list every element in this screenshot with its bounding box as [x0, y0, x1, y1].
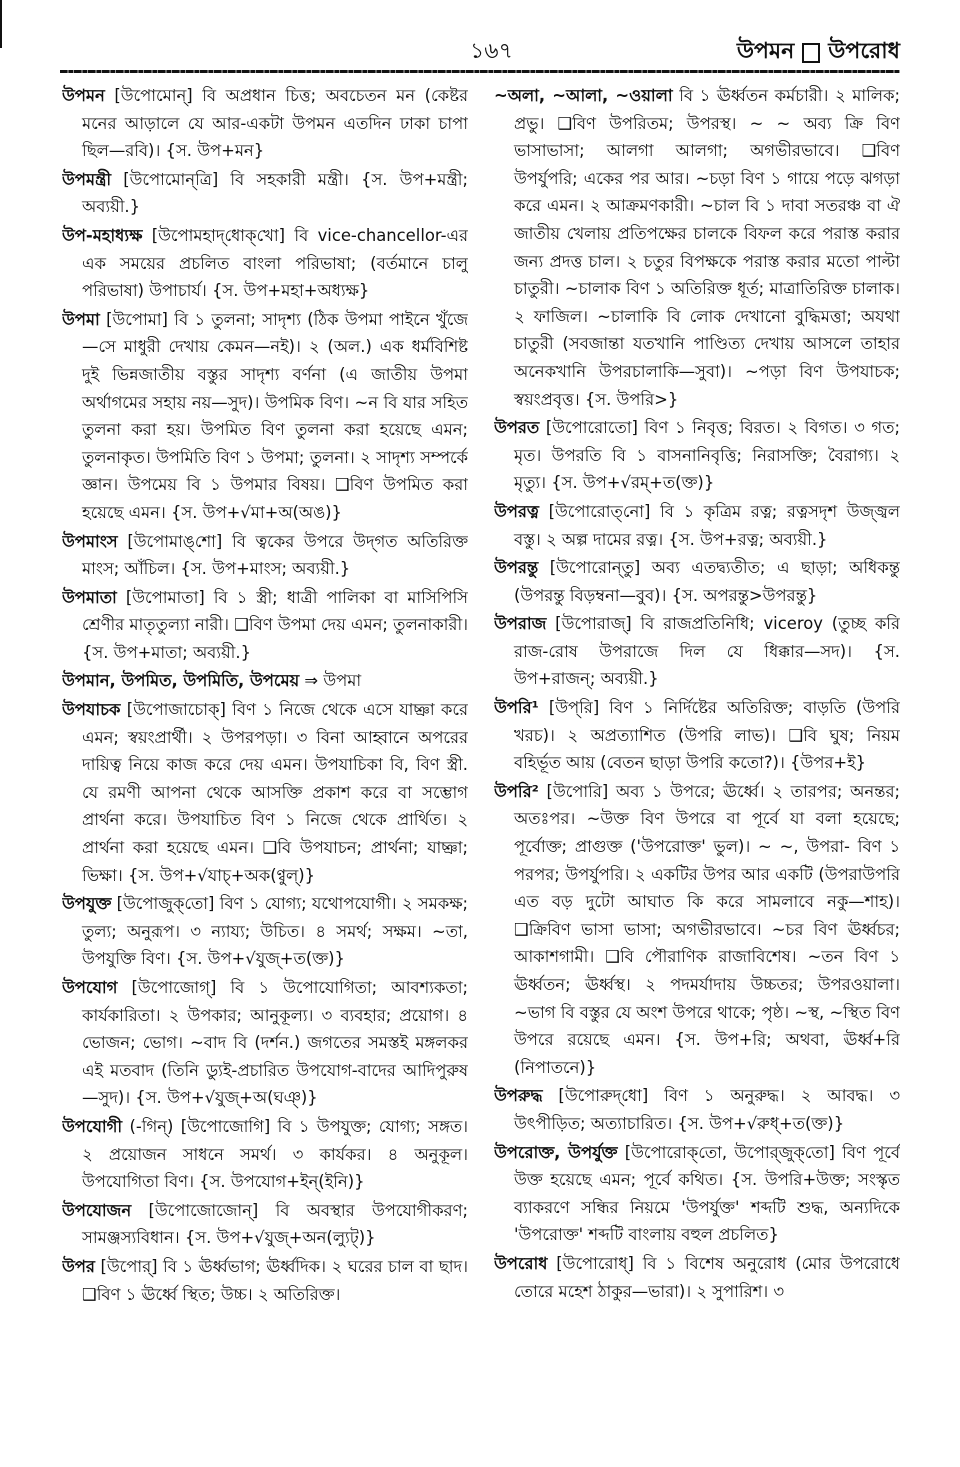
entry-definition: [উপোমা] বি ১ তুলনা; সাদৃশ্য (ঠিক উপমা পাইনে খুঁজে—সে মাধুরী দেখায় কেমন—নই)। ২ (অল.) এক ধর্মবিশিষ্ট দুই ভিন্নজাতীয় বস্তুর সাদৃশ্য বর্ণনা (এ জাতীয় উপমা অর্থাগমের সহায় নয়—সুদ)। উপমিক বিণ। ~ন বি যার সহিত তুলনা করা হয়। উপমিত বিণ তুলনা করা হয়েছে এমন; তুলনাকৃত। উপমিতি বিণ ১ উপমা; তুলনা। ২ সাদৃশ্য সম্পর্কে জ্ঞান। উপমেয় বি ১ উপমার বিষয়। ❑বিণ উপমিত করা হয়েছে এমন। {স. উপ+√মা+অ(অঙ)} — [82, 309, 468, 522]
entry-headword: উপরন্তু — [494, 558, 539, 578]
header-rule — [60, 70, 900, 73]
entry-definition: [উপোরুদ্‌ধো] বিণ ১ অনুরুদ্ধ। ২ আবদ্ধ। ৩ উৎপীড়িত; অত্যাচারিত। {স. উপ+√রুধ্+ত(ক্ত)} — [514, 1086, 900, 1133]
entry-definition: [উপোরাজ্] বি রাজপ্রতিনিধি; viceroy (তুচ্ছ করি রাজ-রোষ উপরাজে দিল যে ধিক্কার—সদ)। {স. উপ+রাজন্; অব্যয়ী.} — [514, 614, 900, 689]
dictionary-entry — [494, 82, 900, 413]
entry-headword: উপমন — [62, 86, 105, 105]
entry-definition: [উপোজোগ্] বি ১ উপোযোগিতা; আবশ্যকতা; কার্যকারিতা। ২ উপকার; আনুকূল্য। ৩ ব্যবহার; প্রয়োগ। ৪ ভোজন; ভোগ। ~বাদ বি (দর্শন.) জগতের সমস্তই মঙ্গলকর এই মতবাদ (তিনি ড্যুই-প্রচারিত উপযোগ-বাদের আদিপুরুষ—সুদ)। {স. উপ+√যুজ্+অ(ঘঞ্)} — [82, 978, 468, 1108]
dictionary-entry — [62, 584, 468, 667]
page-number: ১৬৭ — [470, 39, 513, 64]
dictionary-entry — [62, 696, 468, 889]
entry-definition: ⇒ উপমা — [299, 671, 362, 691]
entry-definition: [উপোর্] বি ১ ঊর্ধ্বভাগ; ঊর্ধ্বদিক। ২ ঘরের চাল বা ছাদ। ❑বিণ ১ ঊর্ধ্বে স্থিত; উচ্চ। ২ অতিরিক্ত। — [82, 1256, 468, 1304]
dictionary-entry — [62, 222, 468, 305]
dictionary-entry — [62, 974, 468, 1112]
entry-headword: উপরত — [494, 418, 540, 438]
entry-headword: উপমাতা — [62, 587, 117, 607]
dictionary-entry — [494, 778, 900, 1082]
entry-definition: [উপোরোত্‌নো] বি ১ কৃত্রিম রত্ন; রত্নসদৃশ উজ্জ্বল বস্তু। ২ অল্প দামের রত্ন। {স. উপ+রত্ন; অব্যয়ী.} — [514, 501, 900, 549]
entry-headword: উপযোজন — [62, 1200, 132, 1220]
dictionary-entry — [62, 890, 468, 973]
dictionary-entry — [62, 306, 468, 527]
entry-headword: উপমন্ত্রী — [62, 169, 112, 189]
dictionary-entry — [62, 667, 468, 695]
entry-headword: উপরুদ্ধ — [494, 1086, 543, 1106]
entry-headword: উপযুক্ত — [62, 894, 112, 914]
entry-definition: বি ১ ঊর্ধ্বতন কর্মচারী। ২ মালিক; প্রভু। ❑বিণ উপরিতম; উপরস্থ। ~ ~ অব্য ক্রি বিণ ভাসাভাসা; আলগা আলগা; অগভীরভাবে। ❑বিণ উপর্যুপরি; একের পর আর। ~চড়া বিণ ১ গায়ে পড়ে ঝগড়া করে এমন। ২ আক্রমণকারী। ~চাল বি ১ দাবা সতরঞ্চ বা ঐ জাতীয় খেলায় প্রতিপক্ষের চালকে বিফল করে পরাস্ত করার জন্য প্রদত্ত চাল। ২ চতুর বিপক্ষকে পরাস্ত করার মতো পাল্টা চাতুরী। ~চালাক বিণ ১ অতিরিক্ত ধূর্ত; মাত্রাতিরিক্ত চালাক। ২ ফাজিল। ~চালাকি বি লোক দেখানো বুদ্ধিমত্তা; অযথা চাতুরী (সবজান্তা যতখানি পাণ্ডিত্য দেখায় আসলে তাহার অনেকখানি উপরচালাকি—সুবা)। ~পড়া বিণ উপযাচক; স্বয়ংপ্রবৃত্ত। {স. উপরি>} — [514, 86, 900, 409]
entry-definition: [উপোরি] অব্য ১ উপরে; ঊর্ধ্বে। ২ তারপর; অনন্তর; অতঃপর। ~উক্ত বিণ উপরে বা পূর্বে যা বলা হয়েছে; পূর্বোক্ত; প্রাগুক্ত ('উপরোক্ত' ভুল)। ~ ~, উপরা- বিণ ১ পরপর; উপর্যুপরি। ২ একটির উপর আর একটি (উপরাউপরি এত বড় দুটো আঘাত কি করে সামলাবে নকু—শাহ)। ❑ক্রিবিণ ভাসা ভাসা; অগভীরভাবে। ~চর বিণ ঊর্ধ্বচর; আকাশগামী। ❑বি পৌরাণিক রাজাবিশেষ। ~তন বিণ ১ ঊর্ধ্বতন; ঊর্ধ্বস্থ। ২ পদমর্যাদায় উচ্চতর; উপরওয়ালা। ~ভাগ বি বস্তুর যে অংশ উপরে থাকে; পৃষ্ঠ। ~স্থ, ~স্থিত বিণ উপরে রয়েছে এমন। {স. উপ+রি; অথবা, ঊর্ধ্ব+রি (নিপাতনে)} — [514, 781, 900, 1077]
dictionary-entry — [494, 414, 900, 497]
page-edge-mark — [0, 0, 2, 48]
entry-headword: উপযাচক — [62, 700, 121, 720]
dictionary-entry — [62, 1253, 468, 1308]
entry-headword: উপরাজ — [494, 614, 547, 634]
dictionary-entry — [62, 82, 468, 165]
entry-headword: উপযোগী — [62, 1116, 123, 1136]
entry-headword: উপরি¹ — [494, 698, 539, 718]
entry-definition: [উপোরোন্‌তু] অব্য এতদ্ব্যতীত; এ ছাড়া; অধিকন্তু (উপরন্তু বিড়ম্বনা—বুব)। {স. অপরন্তু>উপরন্তু} — [514, 558, 900, 605]
entry-headword: উপমা — [62, 309, 100, 329]
running-head-last-word: উপরোধ — [828, 39, 900, 64]
dictionary-entry — [494, 554, 900, 609]
dictionary-entry — [62, 528, 468, 583]
entry-headword: উপর — [62, 1256, 95, 1276]
running-head — [737, 34, 900, 71]
entry-definition: [উপোমহাদ্‌ধোক্‌খো] বি vice-chancellor-এর এক সময়ের প্রচলিত বাংলা পরিভাষা; (বর্তমানে চালু পরিভাষা) উপাচার্য। {স. উপ+মহা+অধ্যক্ষ} — [82, 225, 468, 301]
entry-headword: উপরোধ — [494, 1253, 548, 1273]
entry-definition: [উপোরোধ্] বি ১ বিশেষ অনুরোধ (মোর উপরোধে তোরে মহেশ ঠাকুর—ভারা)। ২ সুপারিশ। ৩ — [514, 1253, 900, 1301]
dictionary-entry — [494, 610, 900, 693]
running-head-first-word: উপমন — [736, 39, 795, 64]
dictionary-entry — [494, 1250, 900, 1305]
entry-definition: [উপোজুক্‌তো] বিণ ১ যোগ্য; যথোপযোগী। ২ সমকক্ষ; তুল্য; অনুরূপ। ৩ ন্যায্য; উচিত। ৪ সমর্থ; সক্ষম। ~তা, উপযুক্তি বিণ। {স. উপ+√যুজ্+ত(ক্ত)} — [82, 894, 468, 969]
entry-headword: উপরোক্ত, উপর্যুক্ত — [494, 1142, 618, 1162]
entry-definition: [উপোরোতো] বিণ ১ নিবৃত্ত; বিরত। ২ বিগত। ৩ গত; মৃত। উপরতি বি ১ বাসনানিবৃত্তি; নিরাসক্তি; বৈরাগ্য। ২ মৃত্যু। {স. উপ+√রম্+ত(ক্ত)} — [514, 418, 900, 493]
entry-definition: [উপোমাঙ্‌শো] বি ত্বকের উপরে উদ্‌গত অতিরিক্ত মাংস; আঁচিল। {স. উপ+মাংস; অব্যয়ী.} — [82, 531, 468, 579]
entry-headword: ~অলা, ~আলা, ~ওয়ালা — [494, 86, 673, 105]
entry-definition: [উপোমাতা] বি ১ স্ত্রী; ধাত্রী পালিকা বা মাসিপিসি শ্রেণীর মাতৃতুল্যা নারী। ❑বিণ উপমা দেয় এমন; তুলনাকারী। {স. উপ+মাতা; অব্যয়ী.} — [82, 587, 468, 662]
entry-headword: উপযোগ — [62, 978, 118, 997]
dictionary-entry — [62, 166, 468, 221]
dictionary-entry — [494, 498, 900, 553]
entry-headword: উপরত্ন — [494, 501, 539, 521]
entry-definition: [উপোমোন্] বি অপ্রধান চিত্ত; অবচেতন মন (কেষ্টর মনের আড়ালে যে আর-একটা উপমন এতদিন ঢাকা চাপা ছিল—রবি)। {স. উপ+মন} — [82, 86, 468, 161]
right-column — [494, 82, 900, 1427]
page-header — [60, 28, 900, 68]
dictionary-columns — [62, 82, 900, 1427]
dictionary-entry — [494, 694, 900, 777]
left-column — [62, 82, 468, 1427]
entry-headword: উপমান, উপমিত, উপমিতি, উপমেয় — [62, 671, 300, 691]
dictionary-entry — [494, 1139, 900, 1249]
square-icon — [802, 43, 820, 63]
entry-headword: উপরি² — [494, 781, 539, 801]
dictionary-entry — [62, 1197, 468, 1252]
entry-definition: [উপোরোক্‌তো, উপোর্‌জুক্‌তো] বিণ পূর্বে উক্ত হয়েছে এমন; পূর্বে কথিত। {স. উপরি+উক্ত; সংস্কৃত ব্যাকরণে সন্ধির নিয়মে 'উপর্যুক্ত' শব্দটি শুদ্ধ, অন্যদিকে 'উপরোক্ত' শব্দটি বাংলায় বহুল প্রচলিত} — [514, 1142, 900, 1245]
entry-definition: [উপোজোজোন্] বি অবস্থার উপযোগীকরণ; সামঞ্জস্যবিধান। {স. উপ+√যুজ্+অন(ল্যুট্)} — [82, 1200, 468, 1248]
entry-definition: [উপোজাচোক্] বিণ ১ নিজে থেকে এসে যাচ্ঞা করে এমন; স্বয়ংপ্রার্থী। ২ উপরপড়া। ৩ বিনা আহ্বানে অপরের দায়িত্ব নিয়ে কাজ করে দেয় এমন। উপযাচিকা বি, বিণ স্ত্রী. যে রমণী আপনা থেকে আসক্তি প্রকাশ করে বা সম্ভোগ প্রার্থনা করে। উপযাচিত বিণ ১ নিজে থেকে প্রার্থিত। ২ প্রার্থনা করা হয়েছে এমন। ❑বি উপযাচন; প্রার্থনা; যাচ্ঞা; ভিক্ষা। {স. উপ+√যাচ্+অক(ণ্বুল্)} — [82, 700, 468, 885]
entry-definition: [উপোমোন্‌ত্রি] বি সহকারী মন্ত্রী। {স. উপ+মন্ত্রী; অব্যয়ী.} — [82, 169, 468, 217]
entry-headword: উপ-মহাধ্যক্ষ — [62, 225, 143, 245]
entry-headword: উপমাংস — [62, 531, 118, 551]
entry-definition: [উপ্‌রি] বিণ ১ নির্দিষ্টের অতিরিক্ত; বাড়তি (উপরি খরচ)। ২ অপ্রত্যাশিত (উপরি লাভ)। ❑বি ঘুষ; নিয়ম বহির্ভূত আয় (বেতন ছাড়া উপরি কতো?)। {উপর+ই} — [514, 698, 900, 773]
dictionary-entry — [62, 1113, 468, 1196]
dictionary-entry — [494, 1082, 900, 1137]
entry-definition: (-গিন্) [উপোজোগি] বি ১ উপযুক্ত; যোগ্য; সঙ্গত। ২ প্রয়োজন সাধনে সমর্থ। ৩ কার্যকর। ৪ অনুকূল। উপযোগিতা বিণ। {স. উপযোগ+ইন্(ইনি)} — [82, 1116, 468, 1192]
